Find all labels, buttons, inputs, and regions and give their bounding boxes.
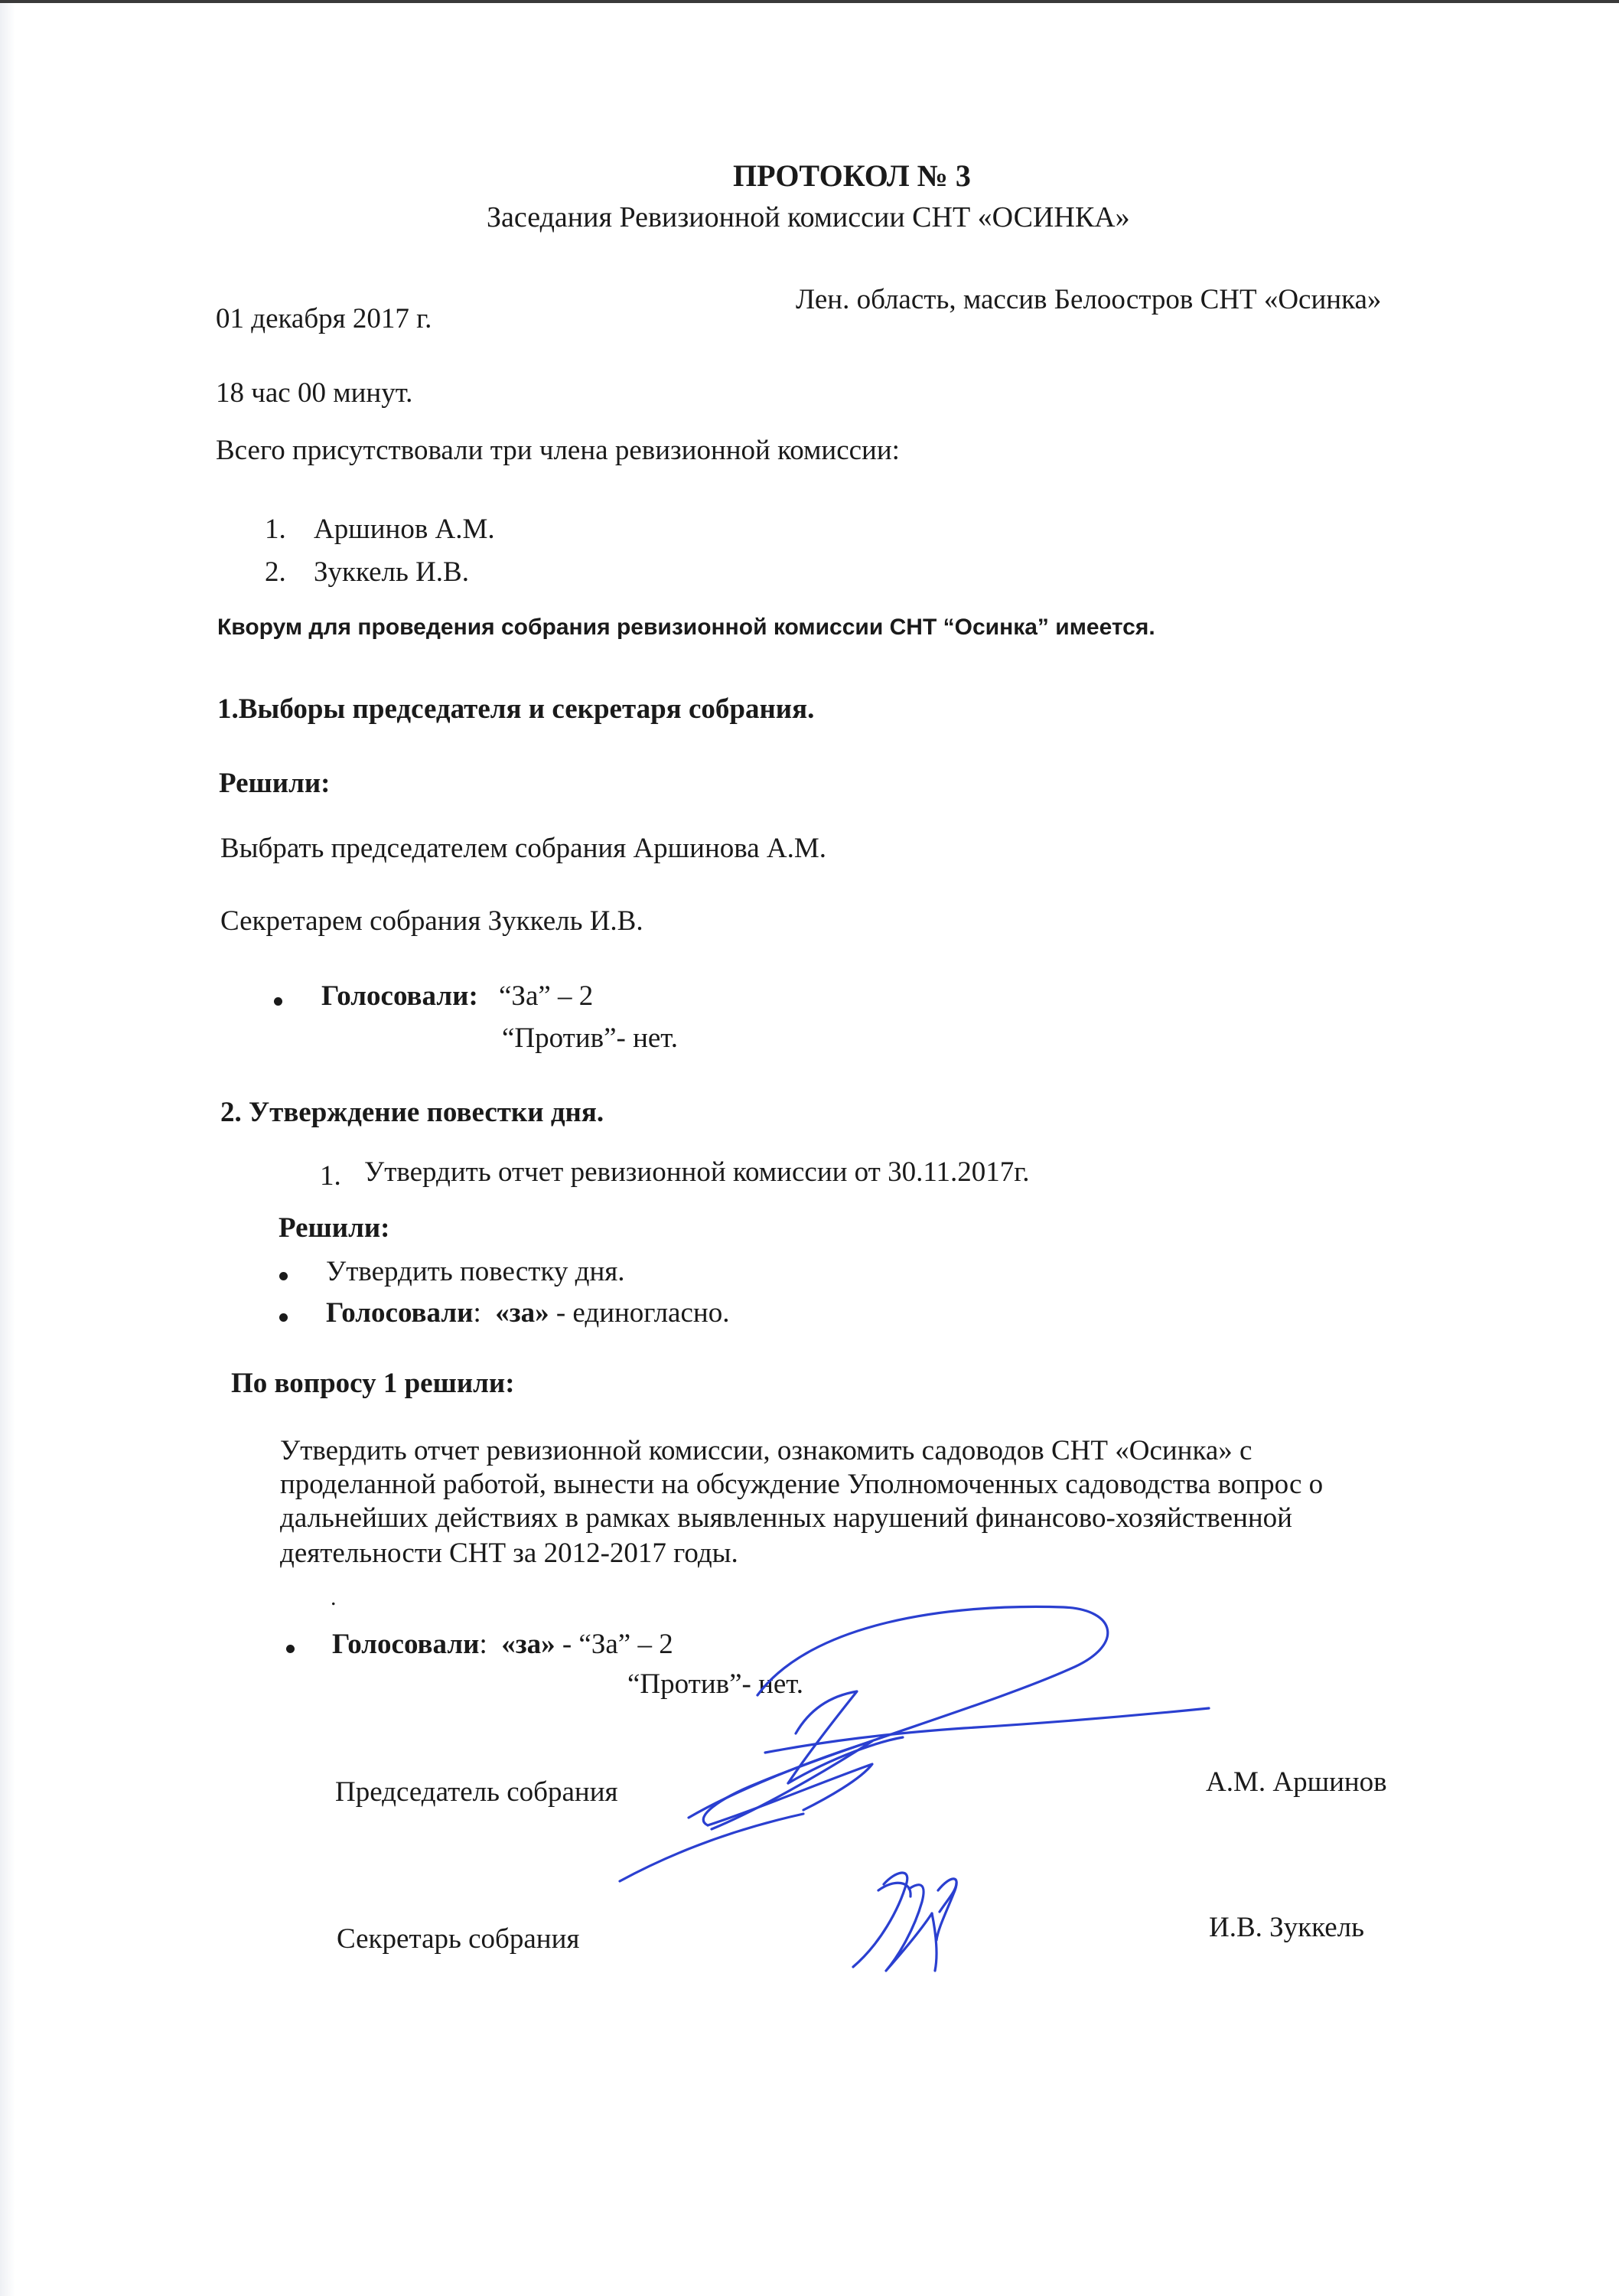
question1-text-line: дальнейших действиях в рамках выявленных нарушений финансово-хозяйственной xyxy=(280,1502,1292,1534)
item1-decision-chair: Выбрать председателем собрания Аршинова А.М. xyxy=(220,833,827,864)
protocol-date: 01 декабря 2017 г. xyxy=(216,303,432,334)
quorum-statement: Кворум для проведения собрания ревизионной комиссии СНТ “Осинка” имеется. xyxy=(217,615,1155,640)
item1-heading: 1.Выборы председателя и секретаря собрания. xyxy=(217,693,815,725)
document-title: ПРОТОКОЛ № 3 xyxy=(733,158,971,193)
member-name: Аршинов А.М. xyxy=(314,514,495,545)
chair-name: А.М. Аршинов xyxy=(1206,1766,1387,1798)
agenda-number: 1. xyxy=(320,1160,341,1192)
secretary-name: И.В. Зуккель xyxy=(1209,1912,1364,1943)
item2-vote-value: «за» xyxy=(495,1297,549,1329)
question1-vote-colon: : xyxy=(479,1629,487,1660)
item2-heading: 2. Утверждение повестки дня. xyxy=(220,1097,604,1128)
question1-vote-for: - “За” – 2 xyxy=(555,1629,673,1660)
item1-vote-against: “Против”- нет. xyxy=(502,1022,678,1054)
question1-text-line: Утвердить отчет ревизионной комиссии, ознакомить садоводов СНТ «Осинка» с xyxy=(280,1435,1253,1466)
attendance-intro: Всего присутствовали три члена ревизионной комиссии: xyxy=(216,435,900,466)
question1-vote-value: «за» xyxy=(501,1629,555,1660)
item1-decided-label: Решили: xyxy=(219,768,331,799)
item2-vote-rest: - единогласно. xyxy=(549,1297,730,1329)
item2-vote-colon: : xyxy=(473,1297,481,1329)
item1-decision-secretary: Секретарем собрания Зуккель И.В. xyxy=(220,905,643,937)
question1-heading: По вопросу 1 решили: xyxy=(231,1368,515,1399)
protocol-time: 18 час 00 минут. xyxy=(216,377,413,409)
item2-decided-label: Решили: xyxy=(279,1212,390,1244)
member-name: Зуккель И.В. xyxy=(314,556,469,588)
question1-vote-against: “Против”- нет. xyxy=(627,1668,803,1700)
question1-vote-label: Голосовали xyxy=(332,1629,480,1660)
secretary-title: Секретарь собрания xyxy=(337,1923,580,1955)
item1-vote-for: “За” – 2 xyxy=(499,980,594,1012)
document-subtitle: Заседания Ревизионной комиссии СНТ «ОСИНКА» xyxy=(487,201,1130,233)
question1-stray-dot: . xyxy=(331,1585,337,1610)
member-number: 1. xyxy=(265,514,286,545)
question1-text-line: проделанной работой, вынести на обсуждение Уполномоченных садоводства вопрос о xyxy=(280,1469,1324,1500)
agenda-item-text: Утвердить отчет ревизионной комиссии от 30.11.2017г. xyxy=(364,1156,1030,1188)
item1-vote-label: Голосовали: xyxy=(321,980,478,1012)
item2-decision-agenda: Утвердить повестку дня. xyxy=(326,1256,625,1287)
chair-title: Председатель собрания xyxy=(335,1776,618,1808)
item2-vote-label: Голосовали xyxy=(326,1297,474,1329)
question1-text-line: деятельности СНТ за 2012-2017 годы. xyxy=(280,1538,738,1569)
protocol-location: Лен. область, массив Белоостров СНТ «Осинка» xyxy=(796,284,1382,315)
member-number: 2. xyxy=(265,556,286,588)
